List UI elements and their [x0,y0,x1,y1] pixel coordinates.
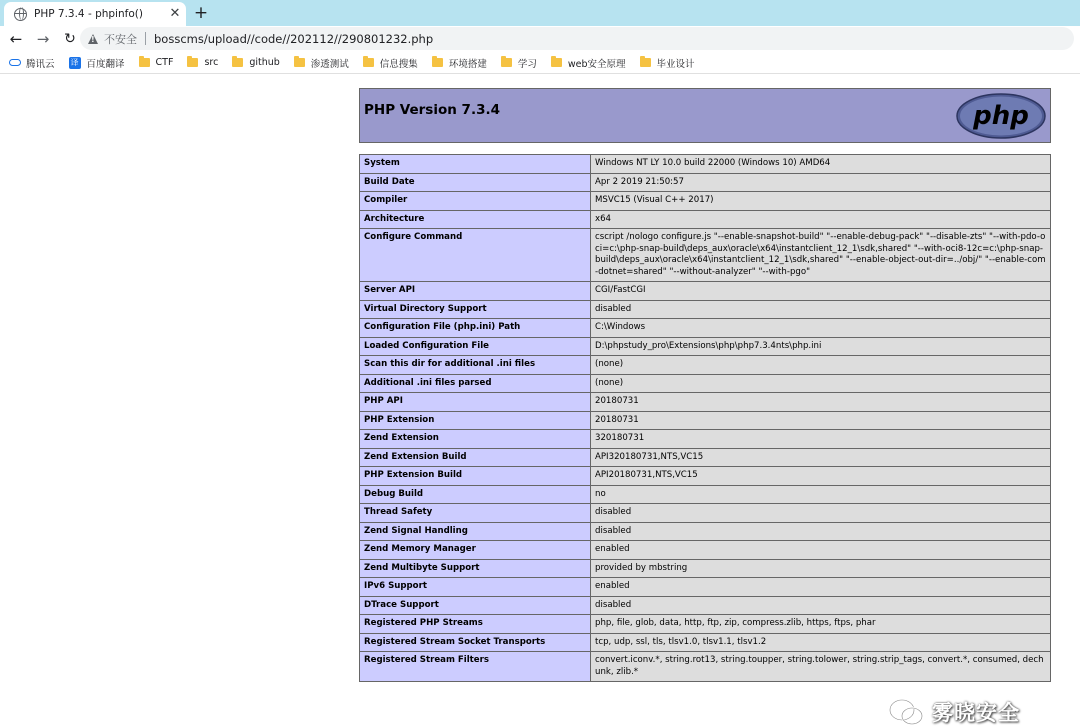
table-row [360,615,1051,634]
row-value: MSVC15 (Visual C++ 2017) [591,192,1051,211]
table-row [360,652,1051,682]
row-value: API20180731,NTS,VC15 [591,467,1051,486]
tab-phpinfo[interactable] [4,2,186,26]
bookmark-folder-github[interactable] [232,57,279,68]
page-content [0,75,1080,725]
bookmark-label: github [249,57,280,68]
table-row [360,522,1051,541]
bookmark-label: CTF [155,57,174,68]
close-icon[interactable]: ✕ [169,6,181,21]
bookmark-label: 百度翻译 [86,58,125,70]
bookmark-label: 信息搜集 [379,58,418,70]
table-row [360,633,1051,652]
row-key: Scan this dir for additional .ini files [360,356,591,375]
php-info-table [359,154,1051,682]
url-text[interactable]: bosscms/upload//code//202112//290801232.php [154,31,434,46]
table-row [360,192,1051,211]
row-value: disabled [591,300,1051,319]
bookmark-folder-src[interactable] [187,57,218,68]
omnibox-divider [145,32,146,45]
bookmark-label: 学习 [517,58,537,70]
row-value: 320180731 [591,430,1051,449]
row-key: Loaded Configuration File [360,337,591,356]
globe-icon [14,8,27,21]
row-key: Debug Build [360,485,591,504]
folder-icon [187,58,198,67]
cloud-icon [9,59,21,66]
row-value: 20180731 [591,411,1051,430]
bookmarks-bar [0,52,1080,74]
bookmark-tencent-cloud[interactable] [9,56,55,70]
back-icon[interactable]: ← [9,30,23,48]
table-row [360,282,1051,301]
table-row [360,411,1051,430]
table-row [360,448,1051,467]
row-value: C:\Windows [591,319,1051,338]
insecure-label[interactable]: 不安全 [104,32,137,46]
bookmark-label: 渗透测试 [310,58,349,70]
row-value: API320180731,NTS,VC15 [591,448,1051,467]
folder-icon [501,58,512,67]
row-value: Windows NT LY 10.0 build 22000 (Windows 10) AMD64 [591,155,1051,174]
table-row [360,485,1051,504]
table-row [360,541,1051,560]
row-key: DTrace Support [360,596,591,615]
bookmark-label: web安全原理 [567,58,626,70]
row-value: D:\phpstudy_pro\Extensions\php\php7.3.4nts\php.ini [591,337,1051,356]
row-key: PHP API [360,393,591,412]
bookmark-label: 环境搭建 [448,58,487,70]
row-value: x64 [591,210,1051,229]
folder-icon [363,58,374,67]
row-key: Zend Extension [360,430,591,449]
folder-icon [139,58,150,67]
watermark-text: 雾晓安全 [932,701,1020,725]
address-bar[interactable] [80,27,1074,50]
table-row [360,393,1051,412]
bookmark-folder-pentest[interactable] [294,56,349,70]
row-value: php, file, glob, data, http, ftp, zip, compress.zlib, https, ftps, phar [591,615,1051,634]
page-title: PHP Version 7.3.4 [364,102,500,118]
reload-icon[interactable]: ↻ [64,31,76,47]
table-row [360,504,1051,523]
table-row [360,173,1051,192]
row-key: Architecture [360,210,591,229]
row-key: Zend Extension Build [360,448,591,467]
row-key: Zend Memory Manager [360,541,591,560]
row-value: (none) [591,356,1051,375]
php-logo-text: php [973,101,1029,131]
php-version-header [359,88,1051,143]
row-key: Build Date [360,173,591,192]
row-key: Registered Stream Filters [360,652,591,682]
table-row [360,155,1051,174]
table-row [360,374,1051,393]
row-key: Thread Safety [360,504,591,523]
bookmark-label: 毕业设计 [656,58,695,70]
row-key: Virtual Directory Support [360,300,591,319]
row-key: Server API [360,282,591,301]
tab-title: PHP 7.3.4 - phpinfo() [34,8,143,20]
table-row [360,300,1051,319]
forward-icon[interactable]: → [36,30,50,48]
row-key: Zend Multibyte Support [360,559,591,578]
bookmark-folder-environment[interactable] [432,56,487,70]
row-value: Apr 2 2019 21:50:57 [591,173,1051,192]
row-key: Compiler [360,192,591,211]
table-row [360,319,1051,338]
browser-toolbar [0,26,1080,52]
row-value: disabled [591,522,1051,541]
warning-icon[interactable] [88,34,98,44]
php-logo-icon [956,93,1046,139]
table-row [360,356,1051,375]
row-value: cscript /nologo configure.js "--enable-snapshot-build" "--enable-debug-pack" "--disable-zts" "--with-pdo-oci=c:\php-snap-build\deps_aux\oracle\x64\instantclient_12_1\sdk,shared" "--with-oci8-12c=c:\php-snap-build\deps_aux\oracle\x64\instantclient_12_1\sdk,shared" "--enable-object-out-dir=../obj/" "--enable-com-dotnet=shared" "--without-analyzer" "--with-pgo" [591,229,1051,282]
row-key: Zend Signal Handling [360,522,591,541]
bookmark-baidu-translate[interactable] [69,56,125,70]
table-row [360,430,1051,449]
table-row [360,467,1051,486]
translate-icon: 译 [70,57,79,67]
folder-icon [232,58,243,67]
row-value: (none) [591,374,1051,393]
bookmark-folder-ctf[interactable] [139,57,174,68]
bookmark-label: 腾讯云 [26,58,55,70]
row-value: enabled [591,578,1051,597]
table-row [360,210,1051,229]
bookmark-folder-graduation[interactable] [640,56,695,70]
table-row [360,559,1051,578]
row-value: enabled [591,541,1051,560]
folder-icon [551,58,562,67]
row-key: Configuration File (php.ini) Path [360,319,591,338]
row-key: System [360,155,591,174]
row-value: provided by mbstring [591,559,1051,578]
row-key: Additional .ini files parsed [360,374,591,393]
row-key: Registered Stream Socket Transports [360,633,591,652]
table-row [360,337,1051,356]
bookmark-folder-web-security[interactable] [551,56,626,70]
watermark [888,697,1020,727]
row-value: CGI/FastCGI [591,282,1051,301]
folder-icon [294,58,305,67]
row-key: Registered PHP Streams [360,615,591,634]
table-row [360,229,1051,282]
table-row [360,578,1051,597]
folder-icon [432,58,443,67]
bookmark-folder-study[interactable] [501,56,537,70]
folder-icon [640,58,651,67]
tab-strip [0,0,1080,26]
row-key: PHP Extension Build [360,467,591,486]
bookmark-folder-info-gathering[interactable] [363,56,418,70]
row-value: no [591,485,1051,504]
row-key: PHP Extension [360,411,591,430]
row-value: tcp, udp, ssl, tls, tlsv1.0, tlsv1.1, tlsv1.2 [591,633,1051,652]
row-value: disabled [591,504,1051,523]
table-row [360,596,1051,615]
row-key: Configure Command [360,229,591,282]
row-value: disabled [591,596,1051,615]
row-key: IPv6 Support [360,578,591,597]
row-value: convert.iconv.*, string.rot13, string.toupper, string.tolower, string.strip_tags, convert.*, consumed, dechunk, zlib.* [591,652,1051,682]
bookmark-label: src [204,57,219,68]
new-tab-button[interactable]: + [193,3,209,23]
row-value: 20180731 [591,393,1051,412]
wechat-icon [888,698,924,726]
